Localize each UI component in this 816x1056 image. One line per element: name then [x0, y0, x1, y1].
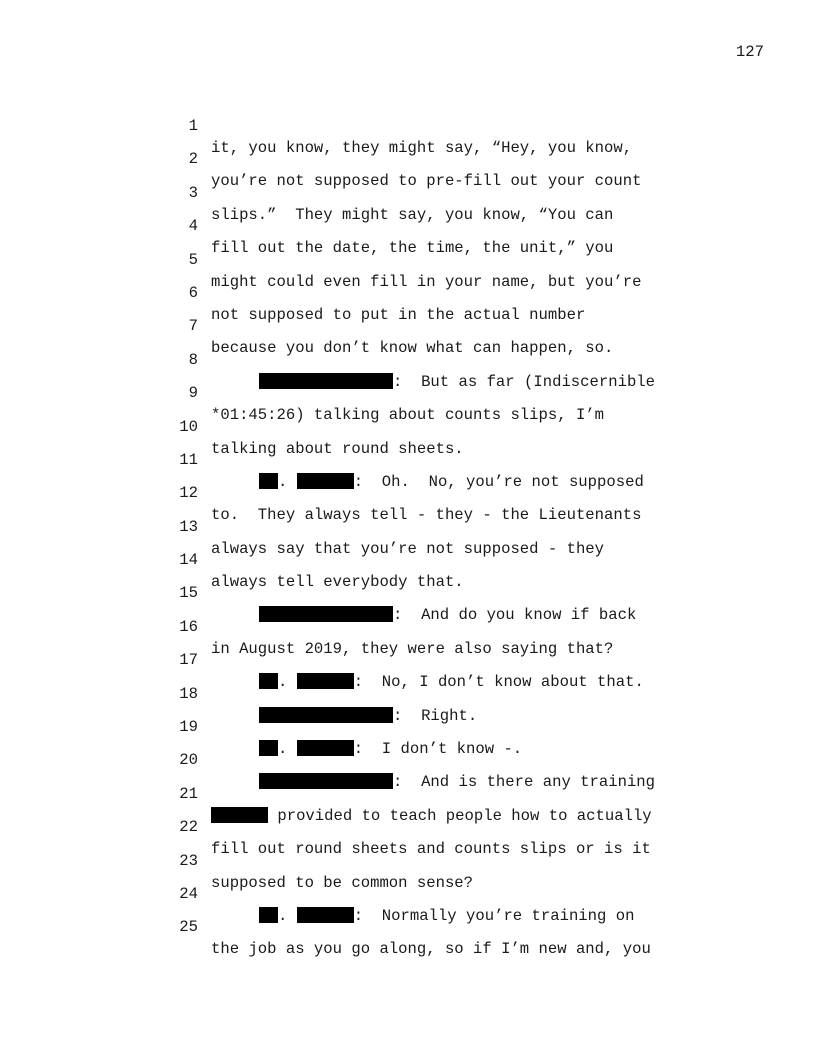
transcript-line — [170, 227, 690, 291]
line-number: 16 — [179, 617, 198, 636]
line-number: 1 — [188, 117, 198, 135]
line-text: : Oh. No, you’re not supposed — [353, 472, 644, 491]
transcript-line — [170, 727, 690, 792]
line-text: fill out round sheets and counts slips or is it — [211, 840, 651, 859]
transcript-line — [170, 794, 690, 859]
line-number: 24 — [179, 884, 198, 903]
transcript-line — [170, 93, 690, 157]
line-number: 2 — [188, 150, 198, 169]
line-text: talking about round sheets. — [211, 439, 464, 458]
speaker-separator: . — [278, 472, 288, 491]
line-number: 11 — [179, 450, 198, 469]
line-number: 13 — [179, 517, 198, 536]
transcript-line — [170, 494, 690, 558]
line-text: in August 2019, they were also saying that? — [211, 639, 614, 658]
transcript-line — [170, 828, 690, 892]
line-number: 9 — [188, 384, 198, 403]
line-text: fill out the date, the time, the unit,” you — [211, 239, 614, 258]
line-number: 14 — [179, 551, 198, 570]
line-text: supposed to be common sense? — [211, 873, 474, 892]
line-number: 18 — [179, 684, 198, 703]
line-number: 12 — [179, 484, 198, 503]
transcript-line — [170, 761, 690, 825]
line-number: 10 — [179, 417, 198, 436]
line-text: : But as far (Indiscernible — [393, 372, 656, 391]
line-text: : And do you know if back — [393, 606, 637, 625]
line-text: because you don’t know what can happen, so. — [211, 339, 614, 358]
transcript-line — [170, 394, 690, 458]
transcript-line — [170, 193, 690, 258]
line-number: 3 — [188, 183, 198, 202]
line-number: 8 — [188, 350, 198, 369]
transcript-line — [170, 661, 690, 725]
line-number: 17 — [179, 651, 198, 670]
transcript-line — [170, 427, 690, 491]
line-text: : Normally you’re training on — [353, 906, 635, 925]
line-number: 20 — [179, 751, 198, 770]
line-number: 4 — [188, 217, 198, 236]
transcript-line — [170, 894, 690, 959]
line-text: to. They always tell - they - the Lieutenants — [211, 506, 642, 525]
line-text: : I don’t know -. — [353, 740, 523, 759]
line-number: 23 — [179, 851, 198, 870]
line-number: 21 — [179, 784, 198, 803]
line-text: you’re not supposed to pre-fill out your count — [211, 172, 642, 191]
line-text: *01:45:26) talking about counts slips, I’m — [211, 406, 605, 425]
line-number: 6 — [188, 283, 198, 302]
page-number: 127 — [735, 43, 764, 61]
line-text: always say that you’re not supposed - they — [211, 539, 605, 558]
transcript-line — [170, 327, 690, 391]
line-text: provided to teach people how to actually — [268, 806, 652, 825]
transcript-line — [170, 694, 690, 759]
transcript-line — [170, 460, 690, 525]
line-number: 5 — [188, 250, 198, 269]
line-number: 19 — [179, 718, 198, 737]
line-number: 25 — [179, 918, 198, 937]
transcript-line — [170, 594, 690, 658]
line-text: not supposed to put in the actual number — [211, 305, 586, 324]
transcript-line — [170, 260, 690, 324]
line-number: 15 — [179, 584, 198, 603]
line-text: always tell everybody that. — [211, 573, 464, 592]
line-text: slips.” They might say, you know, “You can — [211, 205, 614, 224]
transcript-line — [170, 527, 690, 592]
line-text: : And is there any training — [393, 773, 656, 792]
transcript-body — [170, 93, 690, 959]
line-text: it, you know, they might say, “Hey, you know, — [211, 139, 633, 157]
transcript-line — [170, 160, 690, 224]
speaker-separator: . — [278, 740, 288, 759]
line-number: 22 — [179, 818, 198, 837]
line-text: : No, I don’t know about that. — [353, 673, 644, 692]
transcript-line — [170, 560, 690, 625]
transcript-line — [170, 861, 690, 925]
line-text: : Right. — [393, 706, 478, 725]
transcript-line — [170, 126, 690, 191]
speaker-separator: . — [278, 673, 288, 692]
speaker-separator: . — [278, 906, 288, 925]
transcript-line — [170, 627, 690, 692]
line-text: might could even fill in your name, but you’re — [211, 272, 642, 291]
transcript-line — [170, 360, 690, 425]
transcript-line — [170, 293, 690, 358]
line-text: the job as you go along, so if I’m new and, you — [211, 940, 651, 959]
line-number: 7 — [188, 317, 198, 336]
